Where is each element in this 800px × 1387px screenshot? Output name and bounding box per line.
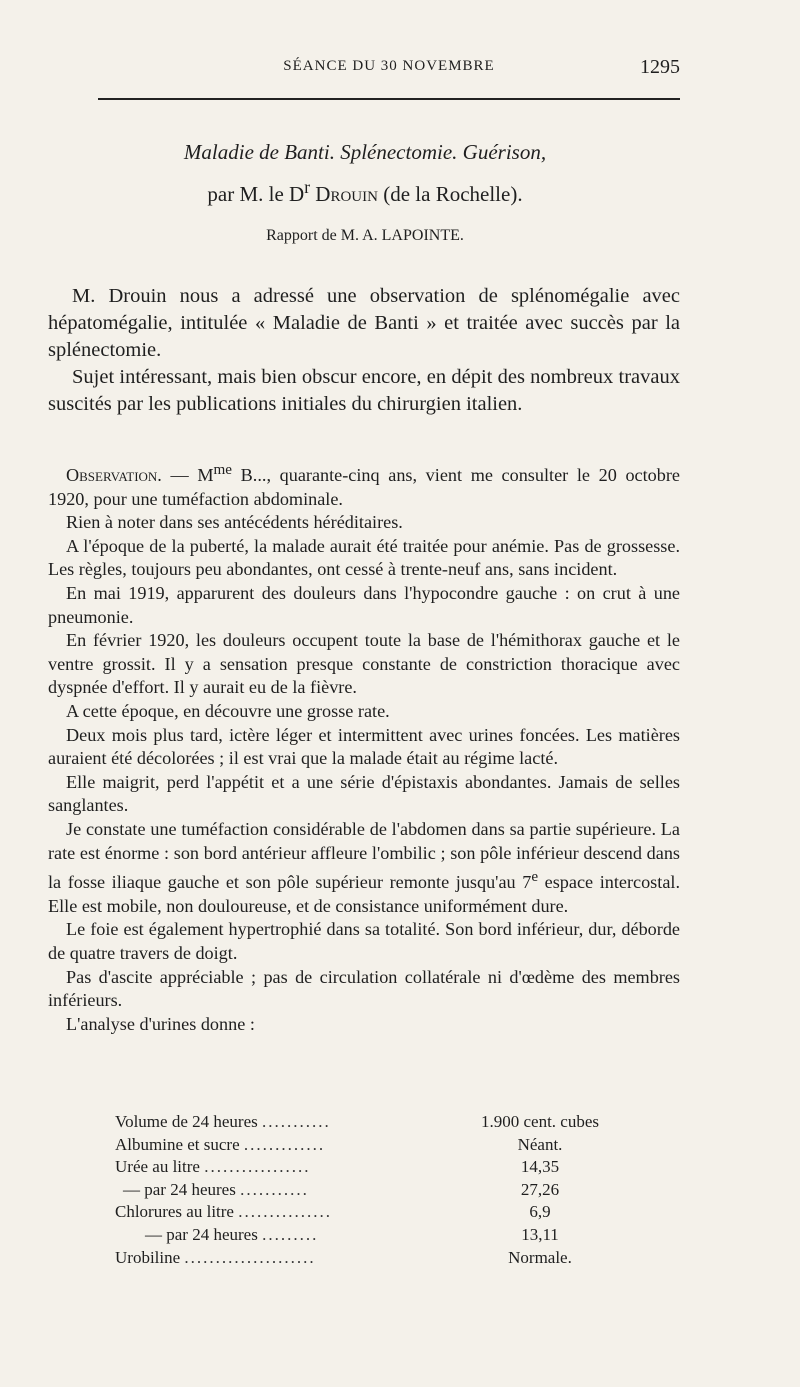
page-header [98,58,680,86]
analysis-label-text: — par 24 heures [145,1224,258,1244]
observation-paragraph: Elle maigrit, perd l'appétit et a une série d'épistaxis abondantes. Jamais de selles sanglantes. [48,771,680,816]
analysis-label-text: — par 24 heures [123,1179,236,1199]
observation-paragraph [48,818,680,918]
observation-paragraph: Deux mois plus tard, ictère léger et intermittent avec urines foncées. Les matières auraient été décolorées ; il est vrai que la malade était au régime lacté. [48,724,680,769]
analysis-row [115,1248,615,1271]
observation-label: Observation. [66,465,162,486]
analysis-row [115,1180,615,1203]
byline-sup: r [304,177,311,197]
byline-suffix: (de la Rochelle). [383,182,523,206]
observation-paragraph: A cette époque, en découvre une grosse rate. [66,701,390,721]
analysis-label [115,1248,316,1268]
analysis-label [145,1225,318,1245]
exam-text-before: Je constate une tuméfaction considérable de l'abdomen dans sa partie supérieure. La rate est énorme : son bord antérieur affleure l'ombilic ; son pôle inférieur descend dans la fosse iliaque gauche et son pôle supérieur remonte jusqu'au 7 [48,818,680,893]
analysis-row [115,1112,615,1135]
intro-paragraph: Sujet intéressant, mais bien obscur encore, en dépit des nombreux travaux suscités par les publications initiales du chirurgien italien. [48,366,680,415]
intro-section [48,283,680,418]
analysis-label-text: Urobiline [115,1247,181,1267]
leader-dots: ........... [240,1179,309,1199]
observation-paragraph: L'analyse d'urines donne : [66,1013,255,1034]
analysis-label [115,1202,332,1222]
observation-dash: — M [170,465,214,486]
observation-paragraph [48,458,680,511]
byline [50,177,680,207]
leader-dots: ............... [238,1202,332,1222]
leader-dots: ..................... [184,1247,316,1267]
analysis-label [115,1157,310,1177]
leader-dots: ......... [262,1224,319,1244]
intro-paragraph: M. Drouin nous a adressé une observation de splénomégalie avec hépatomégalie, intitulée « Maladie de Banti » et traitée avec succès par la splénectomie. [48,285,680,361]
author-name: Drouin [315,182,378,206]
urine-analysis-table [115,1112,615,1270]
analysis-value: 6,9 [529,1202,551,1222]
analysis-value: 14,35 [520,1157,560,1177]
analysis-value: 1.900 cent. cubes [480,1112,600,1131]
exam-text-after: espace intercostal. Elle est mobile, non douloureuse, et de consistance uniformément dure. [48,872,680,916]
observation-paragraph: Pas d'ascite appréciable ; pas de circulation collatérale ni d'œdème des membres inférieurs. [48,966,680,1011]
mme-sup: me [213,461,233,478]
analysis-row [115,1157,615,1180]
analysis-row [115,1225,615,1248]
observation-paragraph: Le foie est également hypertrophié dans sa totalité. Son bord inférieur, dur, déborde de quatre travers de doigt. [48,919,680,963]
analysis-value: Normale. [508,1247,572,1267]
leader-dots: ............. [243,1134,326,1154]
observation-paragraph: En février 1920, les douleurs occupent toute la base de l'hémithorax gauche et le ventre grossit. Il y a sensation presque constante de constriction thoracique avec dyspnée d'effort. Il y aurait eu de la fièvre. [48,630,680,698]
observation-paragraph: A l'époque de la puberté, la malade aurait été traitée pour anémie. Pas de grossesse. Les règles, toujours peu abondantes, ont cessé à trente-neuf ans, sans incident. [48,535,680,580]
analysis-label [115,1112,331,1132]
page-number: 1295 [640,56,680,78]
article-title: Maladie de Banti. Splénectomie. Guérison, [183,140,547,164]
analysis-label-text: Urée au litre [115,1157,200,1177]
observation-paragraph: En mai 1919, apparurent des douleurs dans l'hypocondre gauche : on crut à une pneumonie. [48,583,680,627]
article-heading [50,140,680,245]
analysis-label [123,1180,309,1200]
leader-dots: ........... [262,1112,331,1131]
analysis-label-text: Volume de 24 heures [115,1112,258,1131]
analysis-row [115,1135,615,1158]
analysis-value: Néant. [517,1134,563,1154]
observation-paragraph: Rien à noter dans ses antécédents héréditaires. [66,512,403,533]
analysis-label-text: Albumine et sucre [115,1134,240,1154]
analysis-label [115,1135,325,1155]
rapport-line: Rapport de M. A. LAPOINTE. [266,227,464,244]
observation-section [48,458,680,1036]
exam-sup: e [531,868,539,886]
analysis-row [115,1202,615,1225]
running-head: SÉANCE DU 30 NOVEMBRE [283,58,495,74]
observation-first-text: B..., quarante-cinq ans, vient me consulter le 20 octobre 1920, pour une tuméfaction abdominale. [48,465,680,509]
leader-dots: ................. [204,1157,311,1177]
byline-prefix: par M. le D [207,182,305,206]
analysis-label-text: Chlorures au litre [115,1202,234,1222]
analysis-value: 13,11 [521,1224,559,1244]
header-rule [98,98,680,100]
analysis-value: 27,26 [520,1179,560,1199]
